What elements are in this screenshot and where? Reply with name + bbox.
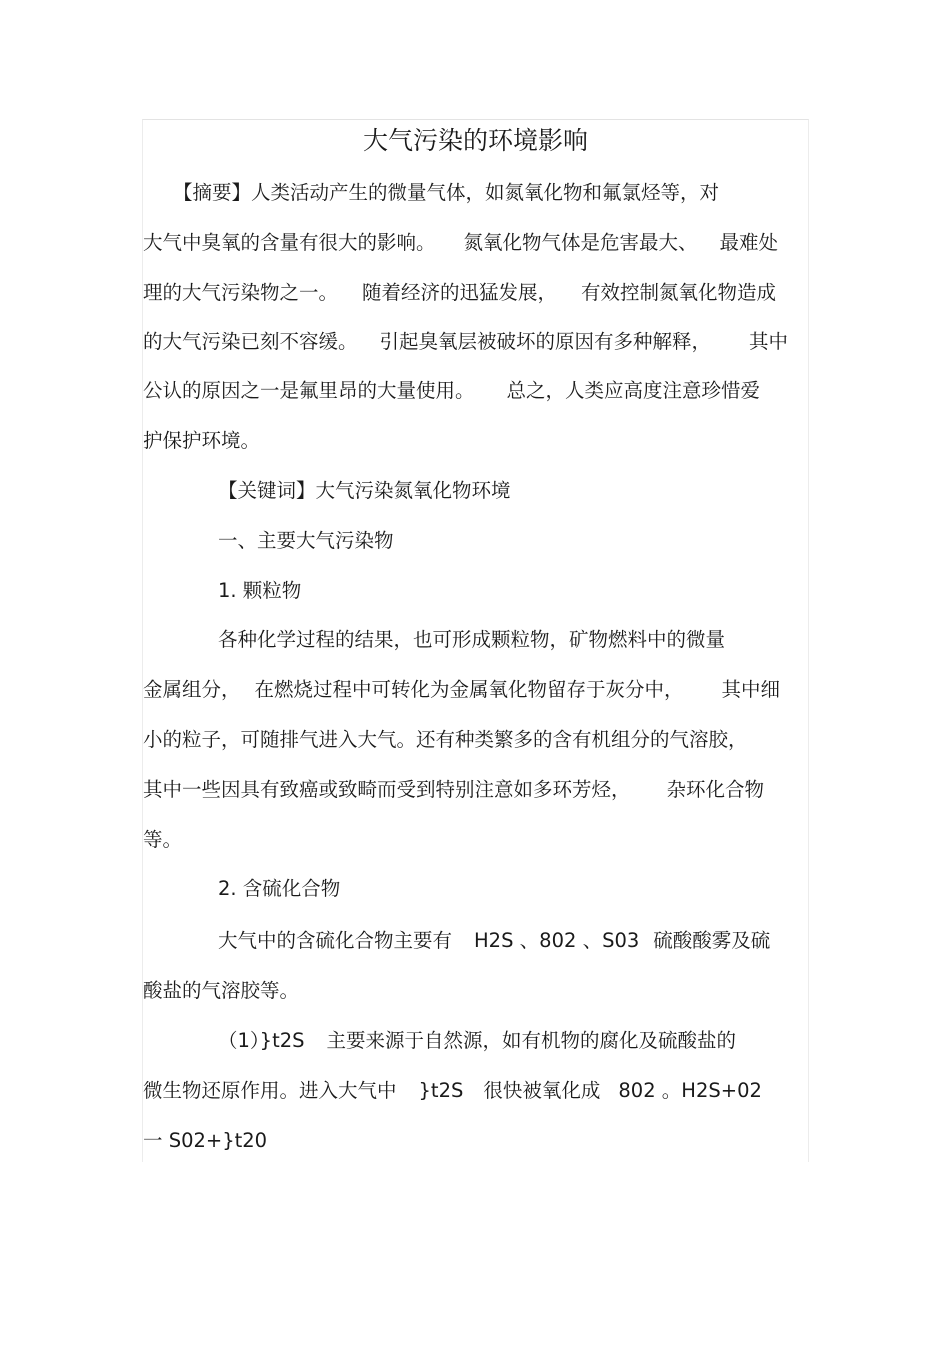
- subheading-1: [218, 578, 301, 604]
- abstract-text: 其中: [749, 330, 789, 353]
- paragraph-text: 其中一些因具有致癌或致畸而受到特别注意如多环芳烃，: [143, 778, 631, 801]
- abstract-text: 大气中臭氧的含量有很大的影响。: [143, 231, 436, 254]
- abstract-line-6: [143, 428, 260, 454]
- document-title: 大气污染的环境影响: [362, 126, 588, 155]
- paragraph-text: 硫酸酸雾及硫: [653, 929, 771, 952]
- paragraph-text: （1）}t2S: [218, 1029, 305, 1052]
- abstract-text: 公认的原因之一是氟里昂的大量使用。: [143, 379, 475, 402]
- abstract-line-4: [143, 329, 788, 355]
- paragraph-text: 各种化学过程的结果，也可形成颗粒物，矿物燃料中的微量: [218, 628, 726, 651]
- paragraph-text: 其中细: [721, 678, 781, 701]
- paragraph-text: 微生物还原作用。进入大气中: [143, 1079, 397, 1102]
- paragraph-text: 大气中的含硫化合物主要有: [218, 929, 453, 952]
- abstract-text: 最难处: [719, 231, 779, 254]
- abstract-text: 随着经济的迅猛发展，: [362, 281, 558, 304]
- abstract-text: 总之，人类应高度注意珍惜爱: [506, 379, 761, 402]
- section-heading: [218, 528, 394, 554]
- abstract-line-1: [173, 180, 719, 206]
- paragraph-2-line-2: [143, 978, 299, 1004]
- abstract-text: 理的大气污染物之一。: [143, 281, 339, 304]
- paragraph-1-line-4: [143, 777, 764, 803]
- paragraph-text: H2S 、802 、S03: [474, 929, 640, 952]
- paragraph-1-line-2: [143, 677, 780, 703]
- paragraph-2-line-1: [218, 928, 770, 954]
- subheading-text: 2. 含硫化合物: [218, 877, 341, 900]
- paragraph-text: 802 。H2S+02: [618, 1079, 762, 1102]
- abstract-text: 的大气污染已刻不容缓。: [143, 330, 358, 353]
- paragraph-3-line-1: [218, 1028, 736, 1054]
- paragraph-text: 主要来源于自然源，如有机物的腐化及硫酸盐的: [326, 1029, 737, 1052]
- abstract-text: 引起臭氧层被破坏的原因有多种解释，: [379, 330, 712, 353]
- abstract-text: 【摘要】人类活动产生的微量气体，如氮氧化物和氟氯烃等，对: [173, 181, 720, 204]
- paragraph-1-line-1: [218, 627, 725, 653]
- subheading-text: 1. 颗粒物: [218, 579, 302, 602]
- subheading-2: [218, 876, 340, 902]
- abstract-line-3: [143, 280, 776, 306]
- paragraph-1-line-5: [143, 827, 182, 853]
- paragraph-3-line-3: [143, 1128, 267, 1154]
- abstract-line-2: [143, 230, 778, 256]
- paragraph-text: 在燃烧过程中可转化为金属氧化物留存于灰分中，: [254, 678, 684, 701]
- abstract-text: 护保护环境。: [143, 429, 261, 452]
- paragraph-3-line-2: [143, 1078, 762, 1104]
- paragraph-text: 酸盐的气溶胶等。: [143, 979, 300, 1002]
- paragraph-text: 小的粒子，可随排气进入大气。还有种类繁多的含有机组分的气溶胶，: [143, 728, 748, 751]
- paragraph-text: 杂环化合物: [666, 778, 765, 801]
- paragraph-text: 金属组分，: [143, 678, 241, 701]
- paragraph-text: 一 S02+}t20: [143, 1129, 268, 1152]
- paragraph-text: 等。: [143, 828, 183, 851]
- abstract-text: 有效控制氮氧化物造成: [581, 281, 777, 304]
- paragraph-text: 很快被氧化成: [483, 1079, 601, 1102]
- keywords-text: 【关键词】大气污染氮氧化物环境: [218, 479, 511, 502]
- section-heading-text: 一、主要大气污染物: [218, 529, 394, 552]
- abstract-text: 氮氧化物气体是危害最大、: [463, 231, 698, 254]
- abstract-line-5: [143, 378, 760, 404]
- keywords: [218, 478, 511, 504]
- paragraph-1-line-3: [143, 727, 748, 753]
- paragraph-text: }t2S: [418, 1079, 464, 1102]
